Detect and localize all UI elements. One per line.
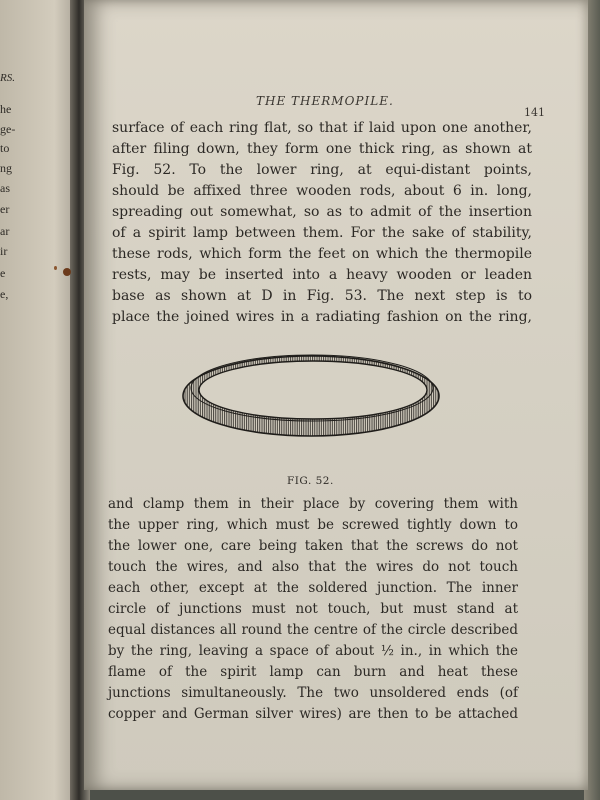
left-page-fragment: to xyxy=(0,141,10,155)
page-number: 141 xyxy=(524,106,545,119)
left-page-fragment: as xyxy=(0,181,10,195)
text-line: junctions simultaneously. The two unsoldered ends (of xyxy=(108,685,518,701)
text-line: the lower one, care being taken that the screws do not xyxy=(108,538,518,554)
text-line: base as shown at D in Fig. 53. The next step is to xyxy=(112,288,532,304)
left-page-fragment: ir xyxy=(0,244,8,258)
text-line: flame of the spirit lamp can burn and heat these xyxy=(108,664,518,680)
stain-mark xyxy=(54,266,57,270)
text-line: copper and German silver wires) are then to be attached xyxy=(108,706,518,722)
text-line: spreading out somewhat, so as to admit of the insertion xyxy=(112,204,532,220)
text-line: each other, except at the soldered junction. The inner xyxy=(108,580,518,596)
ring-illustration xyxy=(180,352,442,440)
left-page-fragment: e, xyxy=(0,287,9,301)
text-line: place the joined wires in a radiating fashion on the ring, xyxy=(112,309,532,325)
left-page-fragment: ng xyxy=(0,161,12,175)
text-line: circle of junctions must not touch, but must stand at xyxy=(108,601,518,617)
left-page-fragment: ge- xyxy=(0,122,16,136)
figure-caption: FIG. 52. xyxy=(287,475,334,487)
left-page-fragment: he xyxy=(0,102,12,116)
text-line: by the ring, leaving a space of about ½ in., in which the xyxy=(108,643,518,659)
left-page-fragment: er xyxy=(0,202,10,216)
text-line: the upper ring, which must be screwed tightly down to xyxy=(108,517,518,533)
left-page-fragment: ar xyxy=(0,224,10,238)
left-page-fragment: e xyxy=(0,266,6,280)
text-line: equal distances all round the centre of the circle described xyxy=(108,622,518,638)
text-line: of a spirit lamp between them. For the sake of stability, xyxy=(112,225,532,241)
text-line: these rods, which form the feet on which the thermopile xyxy=(112,246,532,262)
running-head: THE THERMOPILE. xyxy=(256,94,394,108)
text-line: should be affixed three wooden rods, about 6 in. long, xyxy=(112,183,532,199)
text-line: after filing down, they form one thick ring, as shown at xyxy=(112,141,532,157)
text-line: surface of each ring flat, so that if laid upon one another, xyxy=(112,120,532,136)
left-facing-page xyxy=(0,0,78,800)
text-line: touch the wires, and also that the wires do not touch xyxy=(108,559,518,575)
text-line: Fig. 52. To the lower ring, at equi-distant points, xyxy=(112,162,532,178)
text-line: rests, may be inserted into a heavy wooden or leaden xyxy=(112,267,532,283)
stain-mark xyxy=(63,268,71,276)
left-page-fragment: RS. xyxy=(0,72,15,84)
text-line: and clamp them in their place by covering them with xyxy=(108,496,518,512)
